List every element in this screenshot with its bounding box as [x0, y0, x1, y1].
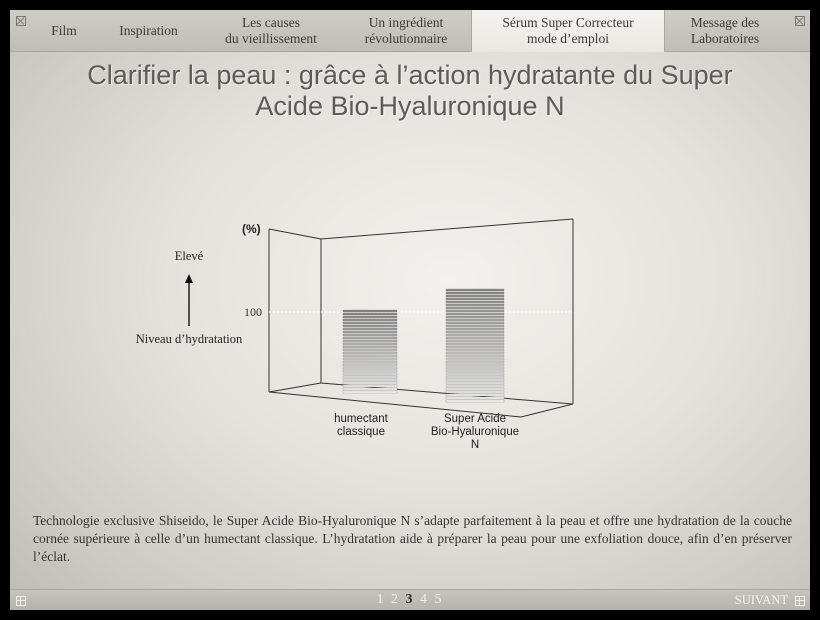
tab-label: Message des Laboratoires — [690, 14, 760, 46]
category-label: humectant — [334, 413, 388, 425]
bar-disk — [446, 322, 504, 324]
bar-disk — [446, 325, 504, 327]
bar-disk — [343, 352, 397, 354]
arrow-head-icon — [185, 274, 193, 283]
expand-icon[interactable] — [795, 596, 805, 606]
bar-disk — [343, 370, 397, 372]
bar-disk — [343, 367, 397, 369]
bar-disk — [446, 340, 504, 342]
bar-disk — [446, 367, 504, 369]
bar-disk — [446, 370, 504, 372]
bar-1 — [343, 310, 397, 393]
bar-disk — [446, 313, 504, 315]
page-link-5[interactable]: 5 — [434, 592, 444, 607]
y-axis-unit-label: (%) — [242, 222, 261, 236]
page-link-3[interactable]: 3 — [405, 592, 415, 607]
bar-disk — [446, 334, 504, 336]
bar-disk — [446, 331, 504, 333]
bar-disk — [343, 334, 397, 336]
bar-disk — [446, 316, 504, 318]
bar-disk — [343, 385, 397, 387]
bar-disk — [446, 298, 504, 300]
bar-disk — [343, 319, 397, 321]
bar-disk — [446, 343, 504, 345]
bar-disk — [446, 364, 504, 366]
bar-disk — [446, 328, 504, 330]
bar-disk — [446, 391, 504, 393]
bar-disk — [446, 301, 504, 303]
bar-disk — [446, 382, 504, 384]
bar-disk — [446, 358, 504, 360]
bar-disk — [446, 361, 504, 363]
bar-disk — [446, 292, 504, 294]
bar-disk — [446, 400, 504, 402]
description-text: Technologie exclusive Shiseido, le Super Acide Bio-Hyaluronique N s’adapte parfaitement à la peau et offre une hydratation de la couche cornée supérieure à celle d’un humectant classique. L’hydratation aide à préparer la peau pour une exfoliation douce, afin d’en préserver l’éclat. — [33, 513, 792, 564]
category-label: Bio-Hyaluronique — [430, 426, 520, 438]
arrow-label-bottom: Niveau d’hydratation — [135, 332, 243, 346]
reference-label: 100 — [244, 305, 262, 319]
bar-disk — [446, 319, 504, 321]
bar-disk — [343, 379, 397, 381]
tab-label: Les causes du vieillissement — [225, 14, 317, 46]
bar-disk — [446, 304, 504, 306]
bar-disk — [446, 397, 504, 399]
bar-disk — [343, 337, 397, 339]
bar-disk — [343, 316, 397, 318]
bar-disk — [343, 382, 397, 384]
bar-disk — [343, 340, 397, 342]
next-button[interactable]: SUIVANT — [734, 593, 788, 607]
arrow-label-top: Elevé — [174, 249, 204, 263]
app-frame — [10, 10, 810, 610]
bar-disk — [343, 346, 397, 348]
bar-disk — [343, 310, 397, 312]
bar-disk — [446, 373, 504, 375]
bar-disk — [343, 391, 397, 393]
category-label: N — [470, 439, 480, 451]
bar-disk — [343, 361, 397, 363]
bar-disk — [343, 331, 397, 333]
bar-disk — [343, 349, 397, 351]
bar-disk — [343, 388, 397, 390]
category-labels — [334, 413, 519, 451]
pagination — [10, 592, 810, 608]
bar-disk — [343, 364, 397, 366]
bar-2 — [446, 289, 504, 402]
bar-disk — [446, 388, 504, 390]
bar-disk — [446, 352, 504, 354]
tab-label: Un ingrédient révolutionnaire — [364, 14, 448, 46]
tab-label: Film — [51, 22, 77, 38]
bar-disk — [343, 358, 397, 360]
bars — [343, 289, 504, 402]
bar-disk — [343, 355, 397, 357]
tab-label: Inspiration — [119, 22, 178, 38]
bar-disk — [446, 379, 504, 381]
bar-disk — [343, 343, 397, 345]
bar-disk — [446, 310, 504, 312]
bar-disk — [343, 376, 397, 378]
bar-disk — [446, 346, 504, 348]
tab-label: Sérum Super Correcteur mode d’emploi — [502, 15, 634, 46]
page-link-4[interactable]: 4 — [420, 592, 429, 607]
hydration-chart — [10, 10, 810, 490]
page-link-2[interactable]: 2 — [391, 592, 400, 607]
bar-disk — [446, 295, 504, 297]
bar-disk — [446, 289, 504, 291]
bar-disk — [446, 337, 504, 339]
bar-disk — [446, 376, 504, 378]
bar-disk — [446, 355, 504, 357]
category-label: classique — [337, 426, 385, 438]
page-link-1[interactable]: 1 — [376, 592, 386, 607]
bar-disk — [343, 313, 397, 315]
bottom-bar — [10, 589, 810, 610]
bar-disk — [343, 328, 397, 330]
bar-disk — [446, 307, 504, 309]
bar-disk — [446, 394, 504, 396]
bar-disk — [343, 322, 397, 324]
chart-frame — [269, 219, 573, 417]
bar-disk — [343, 373, 397, 375]
category-label: Super Acide — [443, 413, 507, 425]
bar-disk — [446, 349, 504, 351]
page-title: Clarifier la peau : grâce à l’action hydratante du Super Acide Bio-Hyaluronique N — [87, 60, 733, 121]
bar-disk — [446, 385, 504, 387]
bar-disk — [343, 325, 397, 327]
